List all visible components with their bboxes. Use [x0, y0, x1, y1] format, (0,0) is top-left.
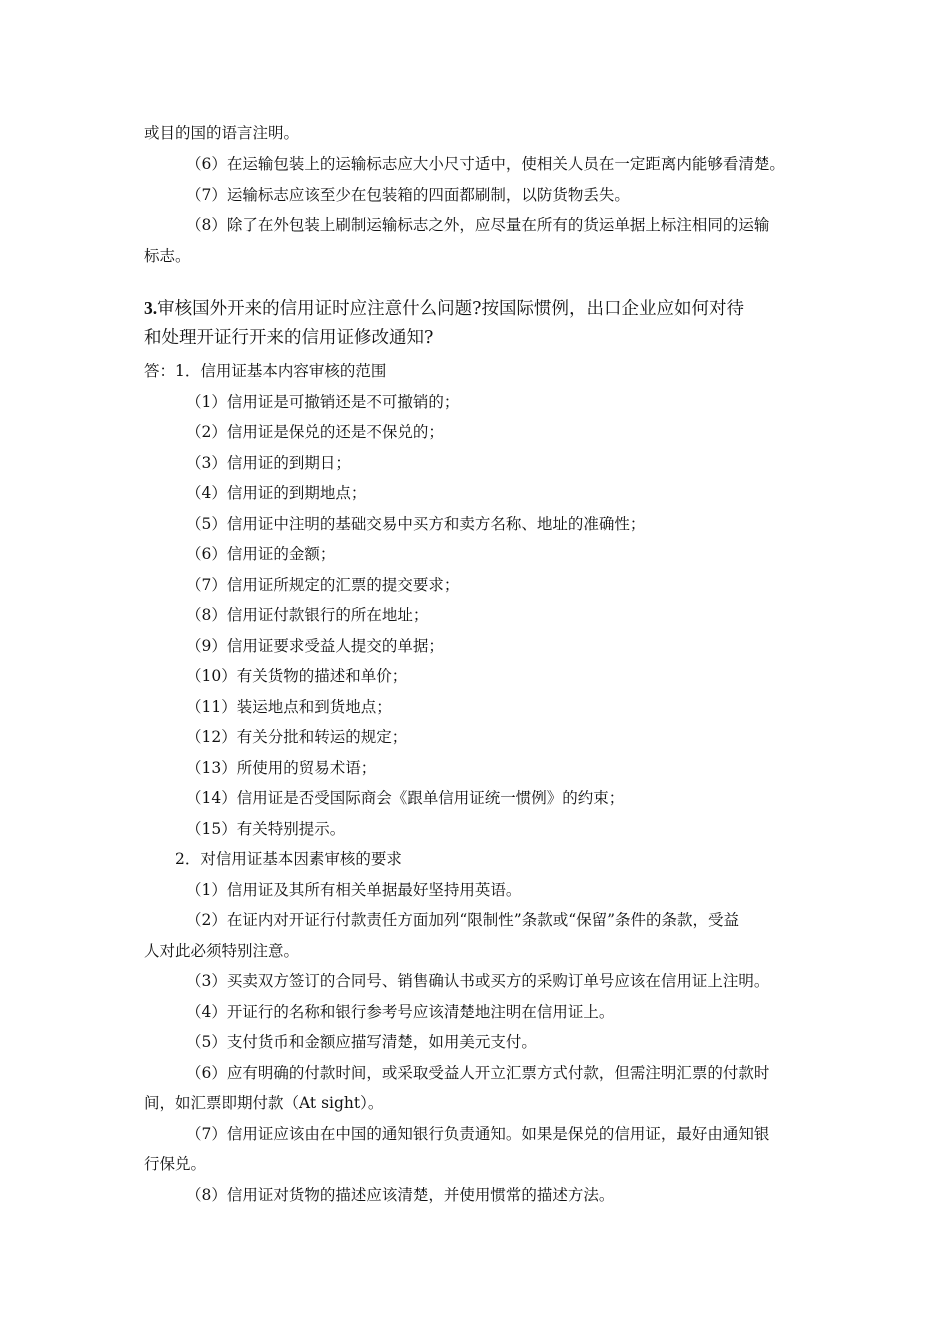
- answer-line: （8）信用证付款银行的所在地址；: [186, 606, 429, 624]
- question-number: 3.: [144, 298, 158, 318]
- text-line: （6）在运输包装上的运输标志应大小尺寸适中，使相关人员在一定距离内能够看清楚。: [186, 155, 785, 173]
- answer-line: （9）信用证要求受益人提交的单据；: [186, 637, 444, 655]
- answer-line: （6）信用证的金额；: [186, 545, 336, 563]
- answer-line: （12）有关分批和转运的规定；: [186, 728, 408, 746]
- answer-line: （14）信用证是否受国际商会《跟单信用证统一惯例》的约束；: [186, 789, 625, 807]
- text-line: 或目的国的语言注明。: [144, 124, 300, 142]
- answer-line: （4）信用证的到期地点；: [186, 484, 367, 502]
- answer-line: （3）信用证的到期日；: [186, 454, 351, 472]
- answer-line: 间，如汇票即期付款（At sight）。: [144, 1094, 384, 1112]
- answer-line: （1）信用证及其所有相关单据最好坚持用英语。: [186, 881, 522, 899]
- answer-line: （11）装运地点和到货地点；: [186, 698, 392, 716]
- answer-subheading: 2．对信用证基本因素审核的要求: [175, 850, 402, 868]
- question-heading: [144, 296, 824, 321]
- answer-line: （5）支付货币和金额应描写清楚，如用美元支付。: [186, 1033, 537, 1051]
- question-text-line-2: 和处理开证行开来的信用证修改通知?: [144, 328, 434, 348]
- text-line: 标志。: [144, 247, 191, 265]
- answer-line: （2）在证内对开证行付款责任方面加列“限制性”条款或“保留”条件的条款，受益: [186, 911, 740, 929]
- answer-line: （4）开证行的名称和银行参考号应该清楚地注明在信用证上。: [186, 1003, 615, 1021]
- text-line: （8）除了在外包装上刷制运输标志之外，应尽量在所有的货运单据上标注相同的运输: [186, 216, 770, 234]
- answer-line: （7）信用证所规定的汇票的提交要求；: [186, 576, 460, 594]
- question-text-line-1: 审核国外开来的信用证时应注意什么问题?按国际惯例，出口企业应如何对待: [157, 299, 745, 319]
- text-line: （7）运输标志应该至少在包装箱的四面都刷制，以防货物丢失。: [186, 186, 630, 204]
- answer-line: 答：1．信用证基本内容审核的范围: [144, 362, 387, 380]
- answer-line: （5）信用证中注明的基础交易中买方和卖方名称、地址的准确性；: [186, 515, 646, 533]
- answer-line: 人对此必须特别注意。: [144, 942, 300, 960]
- answer-line: （15）有关特别提示。: [186, 820, 346, 838]
- answer-line: （6）应有明确的付款时间，或采取受益人开立汇票方式付款，但需注明汇票的付款时: [186, 1064, 770, 1082]
- answer-line: （2）信用证是保兑的还是不保兑的；: [186, 423, 444, 441]
- answer-line: （1）信用证是可撤销还是不可撤销的；: [186, 393, 460, 411]
- answer-line: （3）买卖双方签订的合同号、销售确认书或买方的采购订单号应该在信用证上注明。: [186, 972, 770, 990]
- answer-line: （8）信用证对货物的描述应该清楚，并使用惯常的描述方法。: [186, 1186, 615, 1204]
- answer-line: （10）有关货物的描述和单价；: [186, 667, 408, 685]
- answer-line: 行保兑。: [144, 1155, 207, 1173]
- answer-line: （7）信用证应该由在中国的通知银行负责通知。如果是保兑的信用证，最好由通知银: [186, 1125, 770, 1143]
- answer-line: （13）所使用的贸易术语；: [186, 759, 377, 777]
